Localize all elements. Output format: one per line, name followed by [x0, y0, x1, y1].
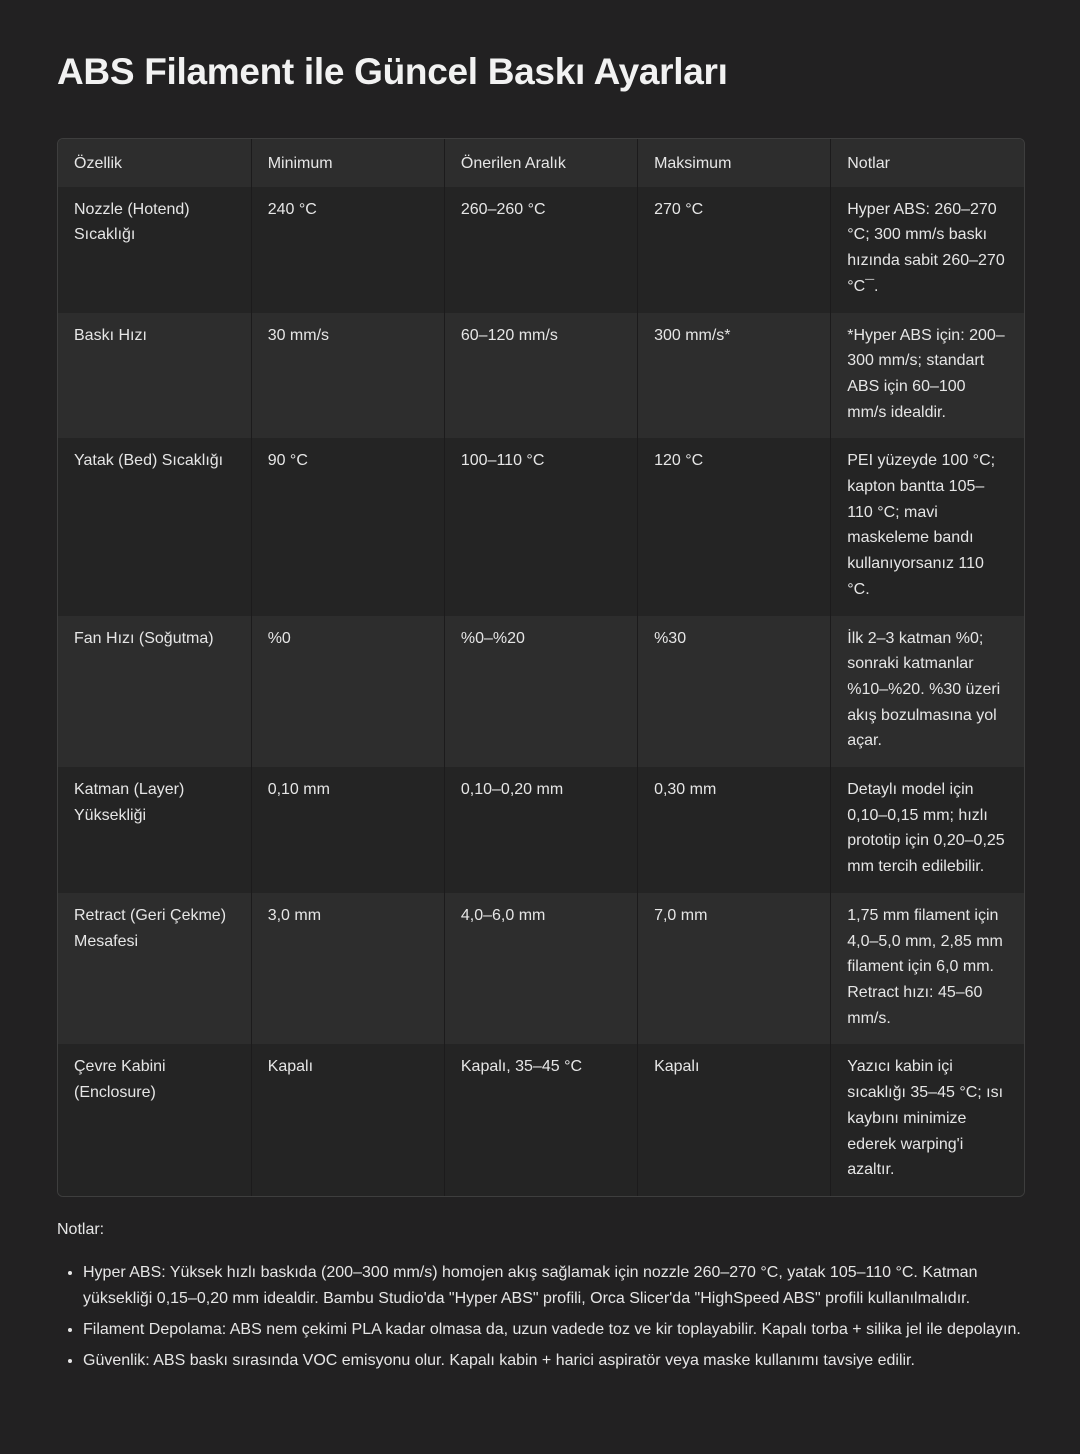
- table-header: [58, 139, 1024, 187]
- header-feature: Özellik: [58, 139, 251, 187]
- cell-feature: Baskı Hızı: [58, 313, 251, 439]
- cell-feature: Katman (Layer) Yüksekliği: [58, 767, 251, 893]
- cell-minimum: Kapalı: [251, 1044, 444, 1196]
- cell-recommended: %0–%20: [444, 616, 637, 768]
- cell-maximum: 7,0 mm: [638, 893, 831, 1045]
- cell-maximum: Kapalı: [638, 1044, 831, 1196]
- header-notes: Notlar: [847, 155, 890, 172]
- cell-notes: *Hyper ABS için: 200–300 mm/s; standart ABS için 60–100 mm/s idealdir.: [847, 326, 1005, 421]
- header-minimum: Minimum: [251, 139, 444, 187]
- cell-feature: Fan Hızı (Soğutma): [58, 616, 251, 768]
- table-body: [58, 187, 1024, 1196]
- table-row: [58, 767, 1024, 893]
- cell-notes: Yazıcı kabin içi sıcaklığı 35–45 °C; ısı kaybını minimize ederek warping'i azaltır.: [847, 1058, 1004, 1179]
- list-item: • Filament Depolama: ABS nem çekimi PLA kadar olmasa da, uzun vadede toz ve kir toplayabilir. Kapalı torba + silika jel ile depolayın.: [83, 1317, 1023, 1343]
- cell-maximum: 120 °C: [638, 438, 831, 615]
- cell-minimum: 90 °C: [251, 438, 444, 615]
- cell-maximum: %30: [638, 616, 831, 768]
- table-row: [58, 893, 1024, 1045]
- cell-maximum: 300 mm/s*: [638, 313, 831, 439]
- table-row: [58, 616, 1024, 768]
- cell-maximum: 270 °C: [638, 187, 831, 313]
- list-item: • Hyper ABS: Yüksek hızlı baskıda (200–300 mm/s) homojen akış sağlamak için nozzle 260–270 °C, yatak 105–110 °C. Katman yüksekliği 0,15–0,20 mm idealdir. Bambu Studio'da "Hyper ABS" profili, Orca Slicer'da "HighSpeed ABS" profili kullanılmalıdır.: [83, 1260, 1023, 1312]
- table-row: [58, 438, 1024, 615]
- cell-maximum: 0,30 mm: [638, 767, 831, 893]
- cell-minimum: 30 mm/s: [251, 313, 444, 439]
- settings-table: [58, 139, 1024, 1196]
- list-item: • Güvenlik: ABS baskı sırasında VOC emisyonu olur. Kapalı kabin + harici aspiratör veya maske kullanımı tavsiye edilir.: [83, 1348, 1023, 1374]
- cell-recommended: 0,10–0,20 mm: [444, 767, 637, 893]
- cell-notes: 1,75 mm filament için 4,0–5,0 mm, 2,85 mm filament için 6,0 mm. Retract hızı: 45–60 mm/s.: [847, 906, 1003, 1027]
- cell-feature: Çevre Kabini (Enclosure): [58, 1044, 251, 1196]
- table-row: [58, 1044, 1024, 1196]
- table-row: [58, 313, 1024, 439]
- cell-minimum: %0: [251, 616, 444, 768]
- header-maximum: Maksimum: [638, 139, 831, 187]
- cell-minimum: 0,10 mm: [251, 767, 444, 893]
- cell-minimum: 240 °C: [251, 187, 444, 313]
- cell-recommended: 100–110 °C: [444, 438, 637, 615]
- table-row: [58, 187, 1024, 313]
- settings-table-container: [57, 138, 1025, 1197]
- cell-recommended: Kapalı, 35–45 °C: [444, 1044, 637, 1196]
- header-recommended-range: Önerilen Aralık: [444, 139, 637, 187]
- cell-notes: PEI yüzeyde 100 °C; kapton bantta 105–110 °C; mavi maskeleme bandı kullanıyorsanız 110 °C.: [847, 452, 996, 598]
- table-header-row: [58, 139, 1024, 187]
- notes-heading: Notlar:: [57, 1220, 105, 1238]
- cell-recommended: 260–260 °C: [444, 187, 637, 313]
- cell-recommended: 60–120 mm/s: [444, 313, 637, 439]
- page-title: ABS Filament ile Güncel Baskı Ayarları: [57, 51, 728, 92]
- cell-notes: Hyper ABS: 260–270 °C; 300 mm/s baskı hızında sabit 260–270 °C¯.: [847, 200, 1005, 295]
- cell-feature: Nozzle (Hotend) Sıcaklığı: [58, 187, 251, 313]
- cell-notes: İlk 2–3 katman %0; sonraki katmanlar %10–%20. %30 üzeri akış bozulmasına yol açar.: [847, 629, 1001, 750]
- cell-feature: Retract (Geri Çekme) Mesafesi: [58, 893, 251, 1045]
- notes-list: [57, 1260, 1023, 1374]
- cell-feature: Yatak (Bed) Sıcaklığı: [58, 438, 251, 615]
- cell-notes: Detaylı model için 0,10–0,15 mm; hızlı prototip için 0,20–0,25 mm tercih edilebilir.: [847, 781, 1005, 876]
- cell-recommended: 4,0–6,0 mm: [444, 893, 637, 1045]
- cell-minimum: 3,0 mm: [251, 893, 444, 1045]
